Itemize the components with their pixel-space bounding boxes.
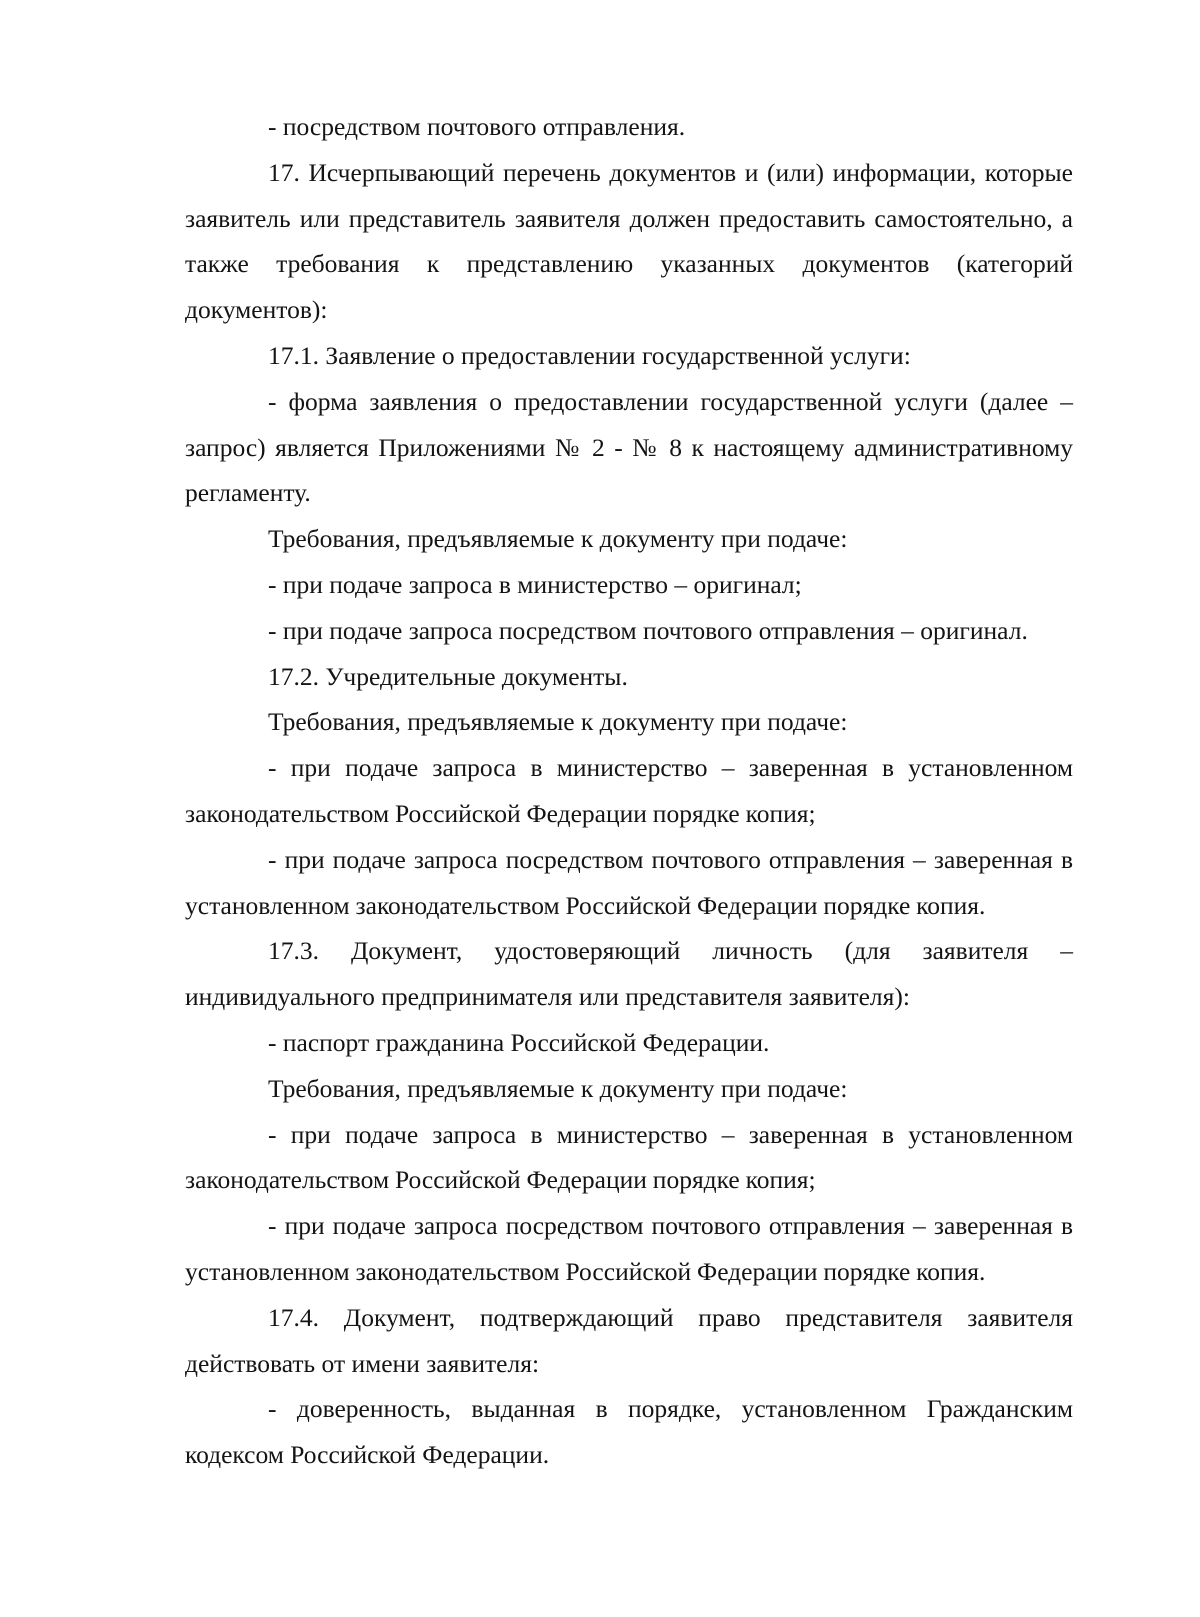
paragraph-passport: - паспорт гражданина Российской Федерации. <box>268 1027 770 1057</box>
paragraph-ministry-original: - при подаче запроса в министерство – оригинал; <box>268 569 802 599</box>
paragraph-17-document-list: 17. Исчерпывающий перечень документов и (или) информации, которые заявитель или представитель заявителя должен предоставить самостоятельно, а также требования к представлению указанных документов (категорий документов): <box>185 157 1073 325</box>
paragraph-17-4-representative-authority: 17.4. Документ, подтверждающий право представителя заявителя действовать от имени заявителя: <box>185 1302 1073 1378</box>
paragraph-postal-certified-copy: - при подаче запроса посредством почтового отправления – заверенная в установленном законодательством Российской Федерации порядке копия. <box>185 844 1073 920</box>
paragraph-ministry-certified-copy: - при подаче запроса в министерство – заверенная в установленном законодательством Российской Федерации порядке копия; <box>185 1119 1073 1195</box>
paragraph-power-of-attorney: - доверенность, выданная в порядке, установленном Гражданским кодексом Российской Федерации. <box>185 1394 1073 1470</box>
paragraph-ministry-certified-copy: - при подаче запроса в министерство – заверенная в установленном законодательством Российской Федерации порядке копия; <box>185 753 1073 828</box>
paragraph-17-2-founding-documents: 17.2. Учредительные документы. <box>268 661 628 691</box>
paragraph-requirements-heading: Требования, предъявляемые к документу при подаче: <box>268 1073 848 1103</box>
paragraph-postal-certified-copy: - при подаче запроса посредством почтового отправления – заверенная в установленном законодательством Российской Федерации порядке копия. <box>185 1211 1073 1286</box>
paragraph-requirements-heading: Требования, предъявляемые к документу при подаче: <box>268 524 848 554</box>
paragraph-postal-original: - при подаче запроса посредством почтового отправления – оригинал. <box>268 615 1028 645</box>
document-body <box>185 104 1073 1478</box>
paragraph-17-3-identity-document: 17.3. Документ, удостоверяющий личность (для заявителя – индивидуального предпринимателя или представителя заявителя): <box>185 936 1073 1012</box>
paragraph-postal-method: - посредством почтового отправления. <box>268 112 686 141</box>
paragraph-17-1-application: 17.1. Заявление о предоставлении государственной услуги: <box>268 340 911 370</box>
paragraph-requirements-heading: Требования, предъявляемые к документу при подаче: <box>268 707 848 737</box>
paragraph-application-form: - форма заявления о предоставлении государственной услуги (далее – запрос) является Приложениями № 2 - № 8 к настоящему административному регламенту. <box>185 386 1073 508</box>
